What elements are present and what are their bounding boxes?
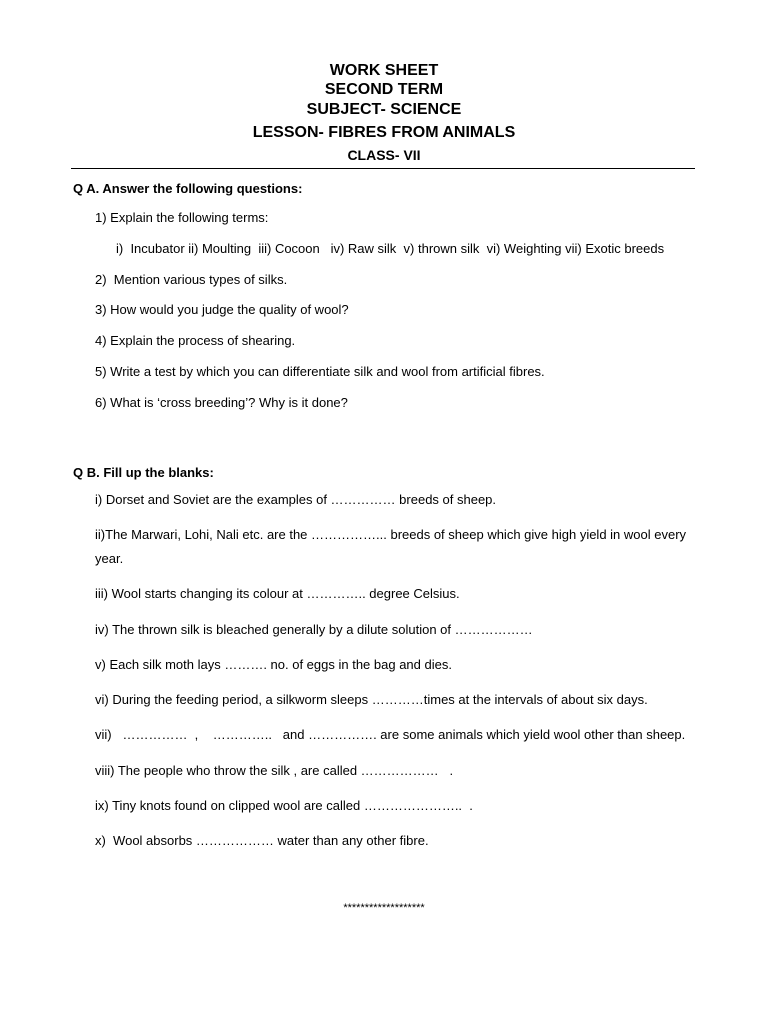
worksheet-title: WORK SHEET: [329, 62, 439, 79]
blank-8: viii) The people who throw the silk , are called ……………… .: [95, 763, 454, 778]
blank-3: iii) Wool starts changing its colour at ………….. degree Celsius.: [95, 586, 460, 601]
question-6: 6) What is ‘cross breeding’? Why is it done?: [95, 395, 348, 410]
class-title: CLASS- VII: [347, 147, 421, 163]
blank-1: i) Dorset and Soviet are the examples of …………… breeds of sheep.: [95, 492, 497, 507]
blank-5: v) Each silk moth lays ………. no. of eggs in the bag and dies.: [95, 657, 452, 672]
section-b-heading: Q B. Fill up the blanks:: [73, 465, 214, 480]
blank-6: vi) During the feeding period, a silkworm sleeps …………times at the intervals of about six days.: [95, 692, 648, 707]
question-1-terms: i) Incubator ii) Moulting iii) Cocoon iv) Raw silk v) thrown silk vi) Weighting vii) Exotic breeds: [116, 241, 665, 256]
blank-10: x) Wool absorbs ……………… water than any other fibre.: [95, 833, 429, 848]
header-divider: [71, 168, 695, 169]
question-5: 5) Write a test by which you can differentiate silk and wool from artificial fibres.: [95, 364, 545, 379]
blank-9: ix) Tiny knots found on clipped wool are called ………………….. .: [95, 798, 473, 813]
question-2: 2) Mention various types of silks.: [95, 272, 288, 287]
question-4: 4) Explain the process of shearing.: [95, 333, 296, 348]
subject-title: SUBJECT- SCIENCE: [306, 101, 462, 118]
section-a-heading: Q A. Answer the following questions:: [73, 181, 303, 196]
question-3: 3) How would you judge the quality of wool?: [95, 302, 349, 317]
footer-stars: *******************: [343, 902, 425, 914]
lesson-title: LESSON- FIBRES FROM ANIMALS: [252, 124, 516, 141]
blank-4: iv) The thrown silk is bleached generally by a dilute solution of ………………: [95, 622, 533, 637]
blank-7: vii) …………… , ………….. and ……………. are some animals which yield wool other than sheep.: [95, 727, 686, 742]
question-1: 1) Explain the following terms:: [95, 210, 269, 225]
term-title: SECOND TERM: [324, 81, 444, 98]
blank-2: ii)The Marwari, Lohi, Nali etc. are the ……………... breeds of sheep which give high yield in wool every year.: [95, 527, 687, 566]
